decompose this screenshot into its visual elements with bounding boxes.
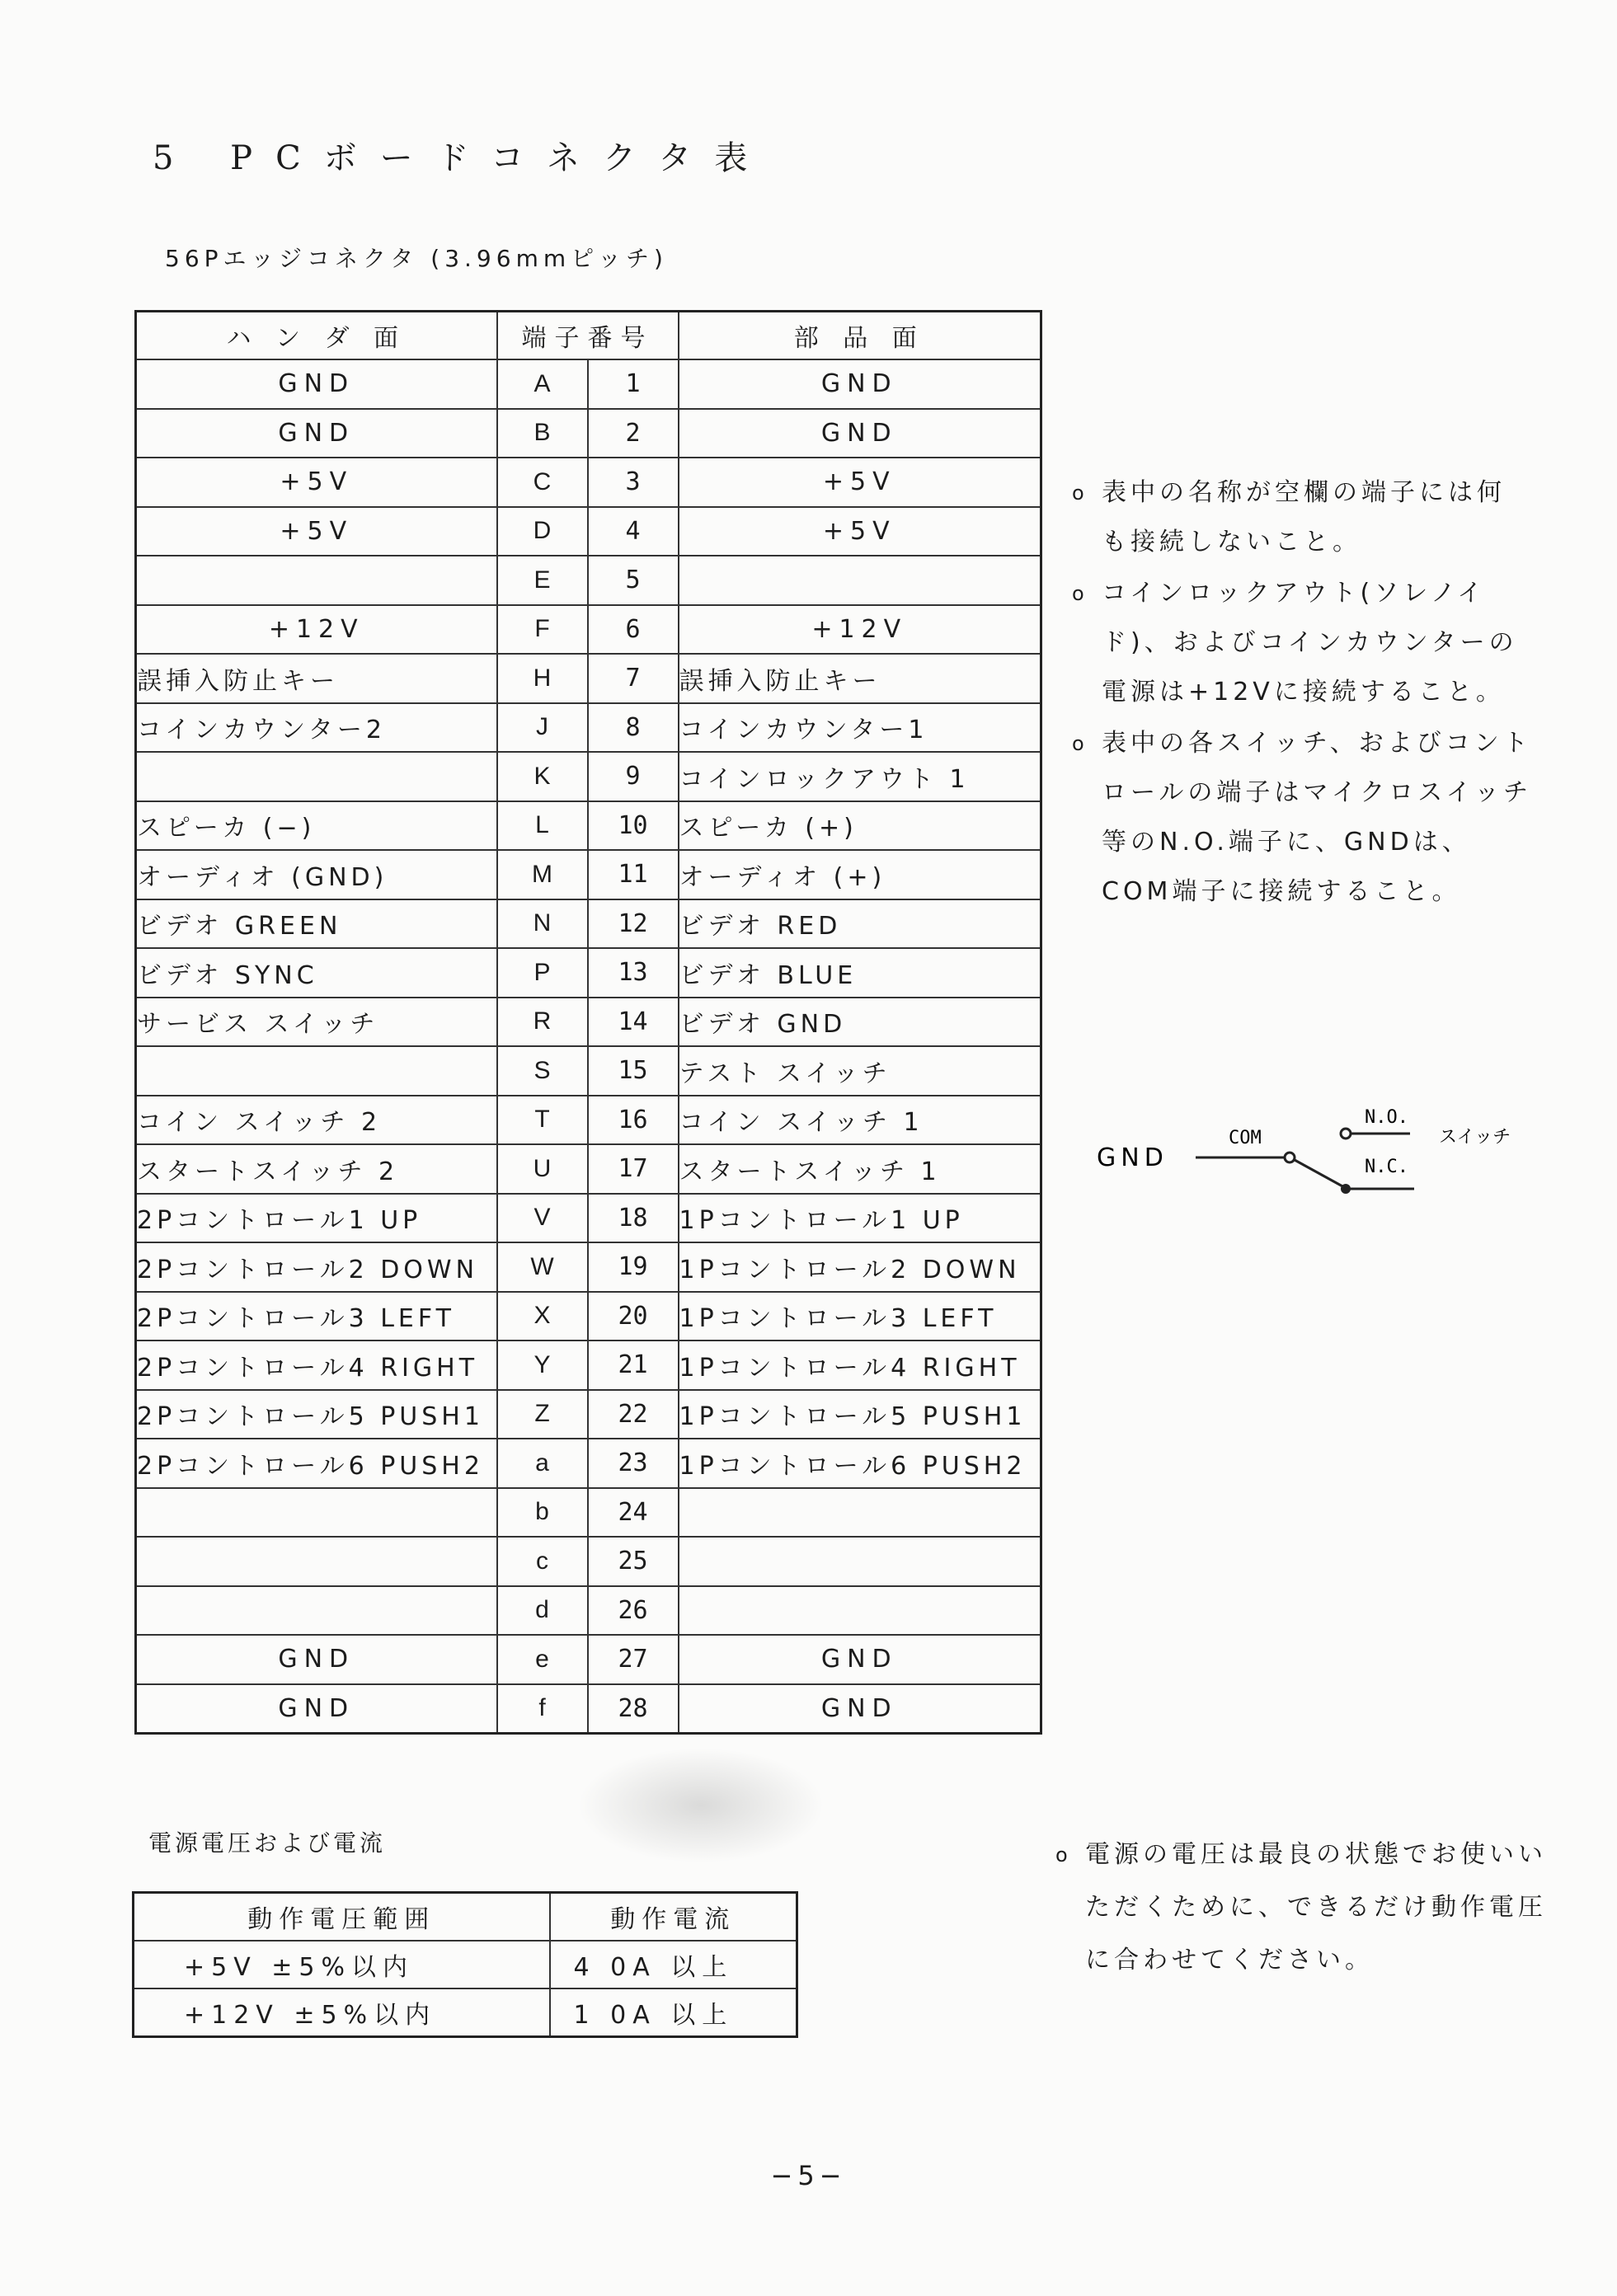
table-row xyxy=(136,1635,1041,1684)
pin-letter-cell: B xyxy=(497,409,588,458)
parts-side-cell: ビデオ GND xyxy=(679,998,1041,1047)
table-row xyxy=(136,1390,1041,1439)
table-row xyxy=(136,801,1041,851)
pin-number-cell: 3 xyxy=(588,458,679,507)
page-title: 5 PCボードコネクタ表 xyxy=(153,139,771,177)
pin-number-cell: 13 xyxy=(588,948,679,998)
parts-side-cell: 1Pコントロール5 PUSH1 xyxy=(679,1390,1041,1439)
header-solder-side: ハ ン ダ 面 xyxy=(136,312,497,360)
scan-smudge xyxy=(577,1748,825,1863)
pin-number-cell: 26 xyxy=(588,1586,679,1636)
note-text: 表中の名称が空欄の端子には何も接続しないこと。 xyxy=(1102,478,1506,556)
solder-side-cell: コインカウンター2 xyxy=(136,703,497,753)
power-note xyxy=(1055,1829,1547,1987)
voltage-range-cell: +5V ±5%以内 xyxy=(134,1941,550,1988)
pin-number-cell: 17 xyxy=(588,1144,679,1194)
solder-side-cell: スタートスイッチ 2 xyxy=(136,1144,497,1194)
parts-side-cell: コインカウンター1 xyxy=(679,703,1041,753)
table-row xyxy=(136,556,1041,605)
solder-side-cell: GND xyxy=(136,359,497,409)
solder-side-cell xyxy=(136,1046,497,1096)
table-row xyxy=(136,1684,1041,1734)
parts-side-cell: オーディオ (+) xyxy=(679,850,1041,899)
parts-side-cell: 誤挿入防止キー xyxy=(679,654,1041,703)
diagram-switch-lever xyxy=(1295,1160,1344,1187)
power-table xyxy=(132,1891,798,2038)
pin-letter-cell: H xyxy=(497,654,588,703)
parts-side-cell: +5V xyxy=(679,507,1041,556)
parts-side-cell xyxy=(679,556,1041,605)
table-row xyxy=(136,1341,1041,1390)
parts-side-cell: GND xyxy=(679,409,1041,458)
table-row xyxy=(136,359,1041,409)
diagram-gnd-label: GND xyxy=(1097,1143,1168,1172)
pin-number-cell: 15 xyxy=(588,1046,679,1096)
parts-side-cell: テスト スイッチ xyxy=(679,1046,1041,1096)
diagram-switch-label: スイッチ xyxy=(1439,1127,1511,1148)
note-item xyxy=(1072,468,1534,567)
pin-number-cell: 28 xyxy=(588,1684,679,1734)
table-row xyxy=(136,899,1041,949)
pin-letter-cell: R xyxy=(497,998,588,1047)
pin-letter-cell: X xyxy=(497,1292,588,1341)
parts-side-cell xyxy=(679,1488,1041,1538)
header-operating-current: 動作電流 xyxy=(550,1893,797,1942)
solder-side-cell: +5V xyxy=(136,458,497,507)
parts-side-cell: ビデオ RED xyxy=(679,899,1041,949)
solder-side-cell: 2Pコントロール5 PUSH1 xyxy=(136,1390,497,1439)
pin-letter-cell: C xyxy=(497,458,588,507)
pin-number-cell: 21 xyxy=(588,1341,679,1390)
pin-number-cell: 16 xyxy=(588,1096,679,1145)
pin-number-cell: 25 xyxy=(588,1537,679,1586)
pin-letter-cell: f xyxy=(497,1684,588,1734)
solder-side-cell: +12V xyxy=(136,605,497,655)
bullet-icon: o xyxy=(1072,732,1088,755)
table-row xyxy=(136,1586,1041,1636)
parts-side-cell: +5V xyxy=(679,458,1041,507)
pin-number-cell: 24 xyxy=(588,1488,679,1538)
diagram-com-terminal xyxy=(1285,1153,1295,1162)
pin-letter-cell: V xyxy=(497,1194,588,1243)
solder-side-cell: スピーカ (−) xyxy=(136,801,497,851)
pin-letter-cell: e xyxy=(497,1635,588,1684)
solder-side-cell xyxy=(136,1586,497,1636)
solder-side-cell xyxy=(136,752,497,801)
pin-number-cell: 2 xyxy=(588,409,679,458)
table-row xyxy=(136,703,1041,753)
parts-side-cell: GND xyxy=(679,1684,1041,1734)
pin-letter-cell: T xyxy=(497,1096,588,1145)
table-row xyxy=(136,752,1041,801)
table-row xyxy=(136,1488,1041,1538)
table-row xyxy=(136,1046,1041,1096)
pin-letter-cell: F xyxy=(497,605,588,655)
parts-side-cell xyxy=(679,1586,1041,1636)
pin-letter-cell: A xyxy=(497,359,588,409)
pin-number-cell: 18 xyxy=(588,1194,679,1243)
table-row xyxy=(136,1144,1041,1194)
parts-side-cell: コインロックアウト 1 xyxy=(679,752,1041,801)
parts-side-cell: 1Pコントロール2 DOWN xyxy=(679,1242,1041,1292)
pin-letter-cell: E xyxy=(497,556,588,605)
table-row xyxy=(136,409,1041,458)
parts-side-cell: GND xyxy=(679,359,1041,409)
parts-side-cell: GND xyxy=(679,1635,1041,1684)
solder-side-cell: ビデオ GREEN xyxy=(136,899,497,949)
solder-side-cell: 2Pコントロール1 UP xyxy=(136,1194,497,1243)
parts-side-cell: +12V xyxy=(679,605,1041,655)
pin-number-cell: 12 xyxy=(588,899,679,949)
current-cell: 4 0A 以上 xyxy=(550,1941,797,1988)
pin-number-cell: 4 xyxy=(588,507,679,556)
parts-side-cell: ビデオ BLUE xyxy=(679,948,1041,998)
note-item xyxy=(1072,719,1534,917)
parts-side-cell: 1Pコントロール1 UP xyxy=(679,1194,1041,1243)
voltage-range-cell: +12V ±5%以内 xyxy=(134,1988,550,2037)
pin-letter-cell: U xyxy=(497,1144,588,1194)
switch-wiring-diagram xyxy=(1088,1096,1517,1228)
solder-side-cell: +5V xyxy=(136,507,497,556)
parts-side-cell: 1Pコントロール4 RIGHT xyxy=(679,1341,1041,1390)
diagram-nc-label: N.C. xyxy=(1365,1157,1408,1177)
solder-side-cell: 誤挿入防止キー xyxy=(136,654,497,703)
note-text: 表中の各スイッチ、およびコントロールの端子はマイクロスイッチ等のN.O.端子に、GNDは、COM端子に接続すること。 xyxy=(1102,729,1532,906)
pin-letter-cell: N xyxy=(497,899,588,949)
pin-letter-cell: a xyxy=(497,1439,588,1488)
parts-side-cell: 1Pコントロール3 LEFT xyxy=(679,1292,1041,1341)
solder-side-cell: コイン スイッチ 2 xyxy=(136,1096,497,1145)
pin-letter-cell: Y xyxy=(497,1341,588,1390)
bullet-icon: o xyxy=(1055,1843,1072,1866)
pin-letter-cell: J xyxy=(497,703,588,753)
header-parts-side: 部 品 面 xyxy=(679,312,1041,360)
pin-letter-cell: K xyxy=(497,752,588,801)
solder-side-cell: GND xyxy=(136,1684,497,1734)
bullet-icon: o xyxy=(1072,582,1088,605)
solder-side-cell xyxy=(136,1537,497,1586)
diagram-no-label: N.O. xyxy=(1365,1107,1408,1128)
pin-number-cell: 11 xyxy=(588,850,679,899)
pin-number-cell: 7 xyxy=(588,654,679,703)
pin-number-cell: 8 xyxy=(588,703,679,753)
connector-table-header xyxy=(136,312,1041,360)
table-row xyxy=(136,458,1041,507)
table-row xyxy=(136,1096,1041,1145)
solder-side-cell: 2Pコントロール4 RIGHT xyxy=(136,1341,497,1390)
parts-side-cell: スピーカ (+) xyxy=(679,801,1041,851)
pin-letter-cell: S xyxy=(497,1046,588,1096)
pin-letter-cell: c xyxy=(497,1537,588,1586)
pin-number-cell: 1 xyxy=(588,359,679,409)
parts-side-cell: コイン スイッチ 1 xyxy=(679,1096,1041,1145)
table-row xyxy=(136,1242,1041,1292)
header-voltage-range: 動作電圧範囲 xyxy=(134,1893,550,1942)
table-row xyxy=(136,998,1041,1047)
parts-side-cell: 1Pコントロール6 PUSH2 xyxy=(679,1439,1041,1488)
parts-side-cell xyxy=(679,1537,1041,1586)
diagram-no-terminal xyxy=(1341,1129,1351,1139)
table-row xyxy=(136,1537,1041,1586)
table-row xyxy=(134,1941,797,1988)
pin-number-cell: 10 xyxy=(588,801,679,851)
solder-side-cell: オーディオ (GND) xyxy=(136,850,497,899)
pin-number-cell: 22 xyxy=(588,1390,679,1439)
table-row xyxy=(136,948,1041,998)
pin-number-cell: 27 xyxy=(588,1635,679,1684)
table-row xyxy=(136,605,1041,655)
pin-letter-cell: P xyxy=(497,948,588,998)
solder-side-cell: 2Pコントロール2 DOWN xyxy=(136,1242,497,1292)
pin-number-cell: 20 xyxy=(588,1292,679,1341)
solder-side-cell: GND xyxy=(136,409,497,458)
power-note-text: 電源の電圧は最良の状態でお使いいただくために、できるだけ動作電圧に合わせてください。 xyxy=(1085,1840,1547,1974)
power-caption: 電源電圧および電流 xyxy=(148,1829,387,1857)
note-item xyxy=(1072,569,1534,717)
pin-number-cell: 6 xyxy=(588,605,679,655)
pin-letter-cell: W xyxy=(497,1242,588,1292)
solder-side-cell: 2Pコントロール6 PUSH2 xyxy=(136,1439,497,1488)
solder-side-cell: ビデオ SYNC xyxy=(136,948,497,998)
pin-letter-cell: d xyxy=(497,1586,588,1636)
pin-letter-cell: L xyxy=(497,801,588,851)
solder-side-cell xyxy=(136,556,497,605)
connector-subtitle: 56Pエッジコネクタ (3.96mmピッチ) xyxy=(165,245,668,272)
solder-side-cell: 2Pコントロール3 LEFT xyxy=(136,1292,497,1341)
table-row xyxy=(136,507,1041,556)
table-row xyxy=(136,850,1041,899)
pin-letter-cell: Z xyxy=(497,1390,588,1439)
pin-number-cell: 5 xyxy=(588,556,679,605)
table-row xyxy=(136,1439,1041,1488)
pin-letter-cell: b xyxy=(497,1488,588,1538)
solder-side-cell: GND xyxy=(136,1635,497,1684)
bullet-icon: o xyxy=(1072,481,1088,505)
diagram-com-label: COM xyxy=(1229,1128,1262,1148)
pin-number-cell: 23 xyxy=(588,1439,679,1488)
notes-list xyxy=(1072,468,1534,918)
pin-number-cell: 9 xyxy=(588,752,679,801)
connector-table xyxy=(134,310,1042,1735)
pin-number-cell: 19 xyxy=(588,1242,679,1292)
pin-letter-cell: M xyxy=(497,850,588,899)
page-number: −5− xyxy=(770,2160,847,2191)
table-row xyxy=(136,654,1041,703)
table-row xyxy=(134,1988,797,2037)
power-table-header xyxy=(134,1893,797,1942)
pin-letter-cell: D xyxy=(497,507,588,556)
table-row xyxy=(136,1194,1041,1243)
current-cell: 1 0A 以上 xyxy=(550,1988,797,2037)
solder-side-cell xyxy=(136,1488,497,1538)
solder-side-cell: サービス スイッチ xyxy=(136,998,497,1047)
table-row xyxy=(136,1292,1041,1341)
parts-side-cell: スタートスイッチ 1 xyxy=(679,1144,1041,1194)
connector-table-body xyxy=(136,359,1041,1734)
header-pin-number: 端子番号 xyxy=(497,312,679,360)
note-text: コインロックアウト(ソレノイド)、およびコインカウンターの電源は+12Vに接続すること。 xyxy=(1102,579,1518,707)
pin-number-cell: 14 xyxy=(588,998,679,1047)
